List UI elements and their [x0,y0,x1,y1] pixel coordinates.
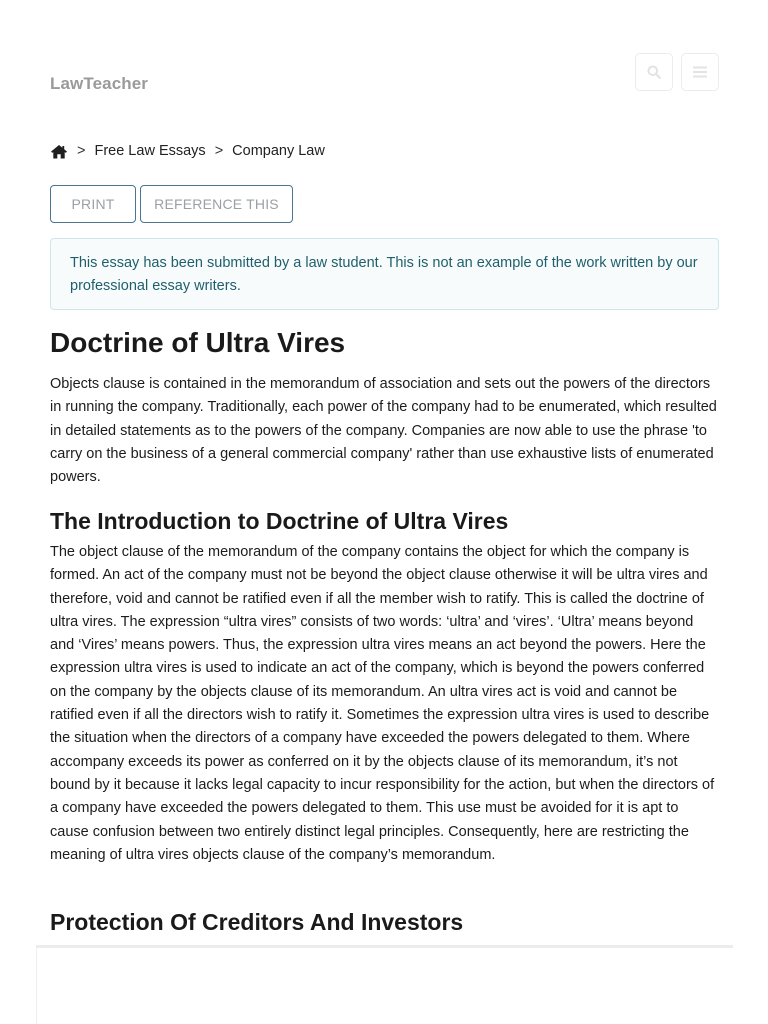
breadcrumb-company-law[interactable]: Company Law [232,143,325,159]
breadcrumb [50,141,325,161]
article-actions [50,185,293,223]
section-body-introduction: The object clause of the memorandum of the company contains the object for which the company is formed. An act of the company must not be beyond the object clause otherwise it will be ultra vires and therefore, void and cannot be ratified even if all the member wish to ratify. This is called the doctrine of ultra vires. The expression “ultra vires” consists of two words: ‘ultra’ and ‘vires’. ‘Ultra’ means beyond and ‘Vires’ means powers. Thus, the expression ultra vires means an act beyond the powers. Here the expression ultra vires is used to indicate an act of the company, which is beyond the powers conferred on the company by the objects clause of its memorandum. An ultra vires act is void and cannot be ratified even if all the directors wish to ratify it. Sometimes the expression ultra vires is used to describe the situation when the directors of a company have exceeded the powers delegated to them. Where accompany exceeds its power as conferred on it by the objects clause of its memorandum, it’s not bound by it because it lacks legal capacity to incur responsibility for the action, but when the directors of a company have exceeded the powers delegated to them. This use must be avoided for it is apt to cause confusion between two entirely distinct legal principles. Consequently, here are restricting the meaning of ultra vires objects clause of the company’s memorandum. [50,544,715,863]
breadcrumb-separator: > [77,143,86,159]
intro-paragraph: Objects clause is contained in the memorandum of association and sets out the powers of the directors in running the company. Traditionally, each power of the company had to be enumerated, which resulted in detailed statements as to the powers of the company. Companies are now able to use the phrase 'to carry on the business of a general commercial company' rather than use exhaustive lists of enumerated powers. [50,376,717,486]
section-heading-protection: Protection Of Creditors And Investors [50,909,464,935]
search-button[interactable] [635,53,673,91]
breadcrumb-free-law-essays[interactable]: Free Law Essays [94,143,206,159]
site-header [0,0,768,120]
menu-icon [693,66,707,78]
submission-notice: This essay has been submitted by a law student. This is not an example of the work written by our professional essay writers. [50,238,719,310]
breadcrumb-home[interactable] [50,144,68,159]
menu-button[interactable] [681,53,719,91]
site-logo[interactable]: LawTeacher [50,74,149,93]
section-heading-introduction: The Introduction to Doctrine of Ultra Vires [50,508,509,534]
bottom-panel [36,948,733,1024]
home-icon [50,144,68,159]
print-button[interactable]: PRINT [50,185,136,223]
search-icon [647,65,661,79]
page-title: Doctrine of Ultra Vires [50,327,346,358]
reference-this-button[interactable]: REFERENCE THIS [140,185,293,223]
breadcrumb-separator: > [214,143,224,159]
